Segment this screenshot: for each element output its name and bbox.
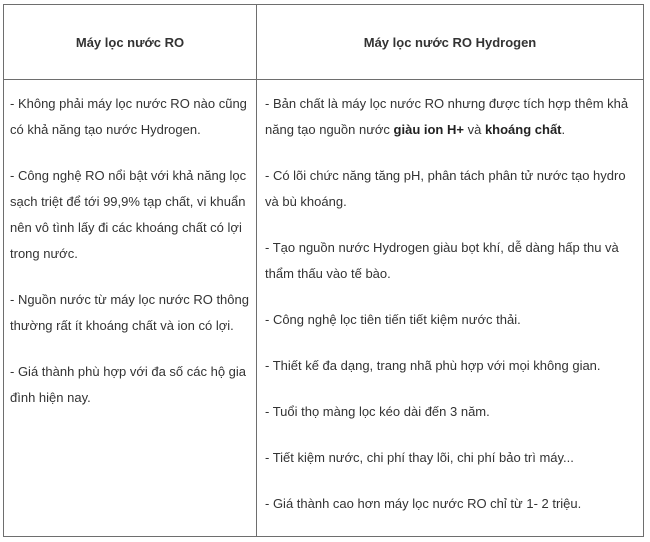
hydrogen-item: - Thiết kế đa dạng, trang nhã phù hợp với mọi không gian.	[265, 358, 601, 373]
hydrogen-item-prefix: - Bản chất là máy lọc nước RO nhưng được tích hợp thêm khả năng tạo nguồn nước	[265, 96, 629, 137]
hydrogen-item-bold-mineral: khoáng chất	[484, 122, 562, 137]
cell-ro-hydrogen	[265, 80, 639, 537]
hydrogen-item: - Tạo nguồn nước Hydrogen giàu bọt khí, dễ dàng hấp thu và thẩm thấu vào tế bào.	[265, 240, 619, 281]
header-ro-hydrogen-label: Máy lọc nước RO Hydrogen	[363, 34, 537, 50]
hydrogen-item	[265, 91, 639, 143]
ro-item: - Công nghệ RO nổi bật với khả năng lọc sạch triệt để tới 99,9% tạp chất, vi khuẩn nên vô tình lấy đi các khoáng chất có lợi trong nước.	[10, 168, 247, 261]
hydrogen-item: - Tuổi thọ màng lọc kéo dài đến 3 năm.	[265, 404, 490, 419]
hydrogen-item: - Giá thành cao hơn máy lọc nước RO chỉ từ 1- 2 triệu.	[265, 496, 582, 511]
header-ro-hydrogen	[257, 5, 643, 79]
column-divider	[256, 5, 257, 536]
header-ro-label: Máy lọc nước RO	[75, 34, 185, 50]
comparison-table	[3, 4, 644, 537]
hydrogen-item: - Tiết kiệm nước, chi phí thay lõi, chi phí bảo trì máy...	[265, 450, 574, 465]
header-ro	[4, 5, 256, 79]
hydrogen-item: - Công nghệ lọc tiên tiến tiết kiệm nước thải.	[265, 312, 521, 327]
hydrogen-item-middle: và	[463, 122, 485, 137]
ro-item: - Giá thành phù hợp với đa số các hộ gia đình hiện nay.	[10, 364, 247, 405]
cell-ro	[10, 80, 256, 431]
hydrogen-item-suffix: .	[561, 122, 566, 137]
ro-item: - Nguồn nước từ máy lọc nước RO thông thường rất ít khoáng chất và ion có lợi.	[10, 292, 249, 333]
hydrogen-item: - Có lõi chức năng tăng pH, phân tách phân tử nước tạo hydro và bù khoáng.	[265, 168, 626, 209]
ro-item: - Không phải máy lọc nước RO nào cũng có khả năng tạo nước Hydrogen.	[10, 96, 247, 137]
hydrogen-item-bold-ion: giàu ion H+	[393, 122, 464, 137]
